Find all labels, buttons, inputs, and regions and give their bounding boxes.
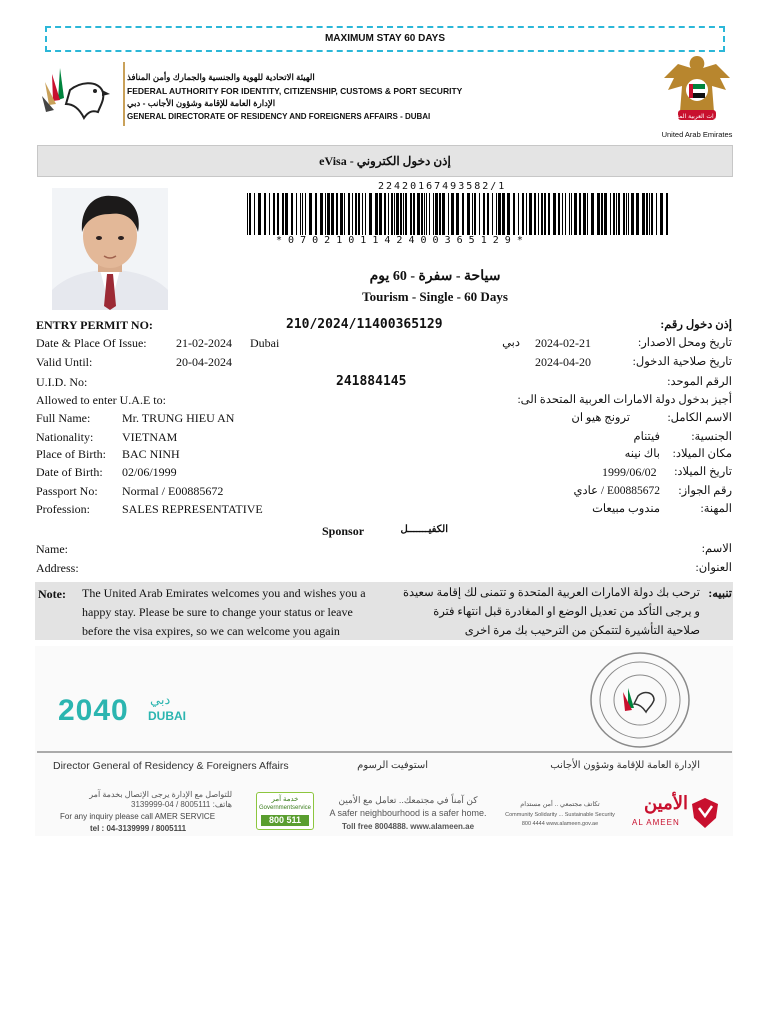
barcode-bar-18 (325, 193, 326, 235)
barcode-bar-42 (413, 193, 415, 235)
barcode-bar-22 (340, 193, 343, 235)
barcode-bar-48 (433, 193, 434, 235)
barcode-bar-86 (587, 193, 588, 235)
barcode-bar-100 (642, 193, 645, 235)
barcode-bar-85 (583, 193, 586, 235)
barcode-top-number: 22420167493582/1 (378, 181, 507, 192)
nationality-label: Nationality: (36, 430, 94, 444)
issue-place-ar: دبي (502, 337, 520, 349)
barcode-bar-52 (448, 193, 449, 235)
authority-name-en: FEDERAL AUTHORITY FOR IDENTITY, CITIZENSHIP, CUSTOMS & PORT SECURITY (127, 86, 463, 96)
barcode-bar-20 (331, 193, 334, 235)
alameen-logo-ar: الأمين (643, 793, 688, 813)
alameen-slogan-ar: كن آمناً في مجتمعك.. تعامل مع الأمين (338, 795, 478, 805)
barcode-bar-17 (320, 193, 323, 235)
passport-label: Passport No: (36, 484, 98, 498)
amer-contact-ar-1: للتواصل مع الإدارة يرجى الإتصال بخدمة آمر (89, 790, 232, 799)
barcode-bar-34 (388, 193, 389, 235)
footer-divider (37, 751, 732, 753)
barcode-bar-99 (636, 193, 639, 235)
issue-date-ar: 2024-02-21 (535, 336, 591, 350)
barcode-bar-29 (365, 193, 366, 235)
issue-label: Date & Place Of Issue: (36, 336, 147, 350)
alameen-small-ar: تكاتف مجتمعي .. أمن مستدام (520, 801, 600, 808)
barcode-bar-65 (502, 193, 505, 235)
barcode-bar-1 (249, 193, 251, 235)
barcode-bar-26 (355, 193, 357, 235)
barcode-bar-67 (513, 193, 515, 235)
full-name-label: Full Name: (36, 411, 91, 425)
place-of-birth-value-ar: باك نينه (624, 448, 660, 460)
alameen-small-number: 800 4444 www.alameen.gov.ae (521, 821, 599, 827)
barcode-bar-93 (616, 193, 617, 235)
barcode-bar-33 (384, 193, 386, 235)
barcode-bar-45 (424, 193, 425, 235)
alameen-slogan-en: A safer neighbourhood is a safer home. (329, 808, 487, 818)
date-of-birth-value-ar: 1999/06/02 (602, 465, 657, 479)
barcode-bar-94 (618, 193, 620, 235)
uid-label: U.I.D. No: (36, 375, 88, 389)
barcode-bar-6 (273, 193, 275, 235)
barcode-bar-78 (558, 193, 560, 235)
government-service-ar: خدمة آمر (271, 796, 299, 803)
barcode-bar-14 (305, 193, 306, 235)
falcon-logo-icon (40, 60, 120, 130)
nationality-value-ar: فيتنام (633, 431, 660, 443)
full-name-value: Mr. TRUNG HIEU AN (122, 411, 235, 425)
barcode-bar-9 (285, 193, 288, 235)
barcode-bar-71 (529, 193, 532, 235)
barcode-bar-12 (300, 193, 301, 235)
entry-permit-label-ar: إذن دخول رقم: (660, 319, 732, 331)
valid-until-label: Valid Until: (36, 355, 93, 369)
barcode-bar-10 (291, 193, 293, 235)
barcode-bar-76 (548, 193, 550, 235)
barcode-bar-38 (400, 193, 402, 235)
nationality-value: VIETNAM (122, 430, 178, 444)
barcode-bar-31 (375, 193, 378, 235)
barcode-bar-61 (487, 193, 489, 235)
place-of-birth-label-ar: مكان الميلاد: (672, 448, 732, 460)
note-text-ar: ترحب بك دولة الامارات العربية المتحدة و تتمنى لك إقامة سعيدة و يرجى التأكد من تعديل الوضع او المغادرة قبل انتهاء فترة صلاحية التأشيرة لتتمكن من الترحيب بك مرة اخرى (402, 587, 700, 637)
barcode-bar-98 (631, 193, 634, 235)
nationality-label-ar: الجنسية: (691, 431, 732, 443)
barcode-bar-103 (651, 193, 653, 235)
barcode-bar-83 (574, 193, 577, 235)
barcode-bar-101 (646, 193, 648, 235)
issue-place: Dubai (250, 336, 280, 350)
barcode-bar-82 (571, 193, 572, 235)
alameen-logo-en: AL AMEEN (632, 818, 680, 827)
barcode-bar-64 (498, 193, 501, 235)
barcode-bar-21 (336, 193, 338, 235)
barcode-bar-47 (429, 193, 430, 235)
barcode-bar-104 (656, 193, 657, 235)
uid-number: 241884145 (336, 374, 407, 389)
barcode-bar-84 (579, 193, 581, 235)
sponsor-address-label-ar: العنوان: (695, 562, 732, 574)
barcode-bar-57 (472, 193, 473, 235)
barcode-bar-95 (623, 193, 625, 235)
dubai-2040-word: DUBAI (148, 709, 186, 723)
barcode-bar-55 (462, 193, 464, 235)
issue-date: 21-02-2024 (176, 336, 232, 350)
barcode (247, 193, 672, 235)
barcode-bar-73 (538, 193, 539, 235)
barcode-bar-39 (403, 193, 404, 235)
barcode-bar-70 (526, 193, 527, 235)
barcode-bar-69 (522, 193, 524, 235)
barcode-bar-89 (601, 193, 603, 235)
fees-paid-ar: استوفيت الرسوم (357, 760, 428, 771)
full-name-value-ar: ترونج هيو ان (571, 412, 630, 424)
uae-emblem-icon (660, 52, 734, 128)
barcode-bar-54 (456, 193, 459, 235)
barcode-bar-19 (327, 193, 330, 235)
barcode-bar-35 (391, 193, 393, 235)
allowed-label: Allowed to enter U.A.E to: (36, 393, 166, 407)
note-label: Note: (38, 587, 66, 601)
barcode-bar-5 (269, 193, 270, 235)
barcode-bar-74 (541, 193, 543, 235)
barcode-bar-4 (264, 193, 266, 235)
barcode-bar-56 (467, 193, 470, 235)
barcode-bar-27 (358, 193, 360, 235)
barcode-bar-68 (518, 193, 519, 235)
barcode-bar-8 (282, 193, 284, 235)
barcode-bar-36 (394, 193, 395, 235)
barcode-bar-28 (362, 193, 363, 235)
barcode-bar-37 (396, 193, 399, 235)
barcode-bar-58 (474, 193, 476, 235)
passport-label-ar: رقم الجواز: (678, 485, 732, 497)
visa-type-ar: سياحة - سفرة - 60 يوم (369, 269, 501, 284)
dubai-2040-ar: دبي (150, 692, 171, 707)
alameen-shield-icon (690, 796, 720, 830)
sponsor-title-ar: الكفيـــــــل (400, 524, 448, 535)
barcode-bar-79 (562, 193, 563, 235)
barcode-bar-11 (296, 193, 297, 235)
place-of-birth-label: Place of Birth: (36, 447, 106, 461)
barcode-bar-24 (348, 193, 350, 235)
barcode-bar-49 (435, 193, 438, 235)
directorate-footer-ar: الإدارة العامة للإقامة وشؤون الأجانب (550, 760, 700, 771)
entry-permit-number: 210/2024/11400365129 (286, 317, 443, 332)
date-of-birth-value: 02/06/1999 (122, 465, 177, 479)
government-service-label: Governmentservice (258, 805, 312, 811)
barcode-bar-2 (254, 193, 255, 235)
evisa-title-bar: eVisa - إذن دخول الكتروني (37, 145, 733, 177)
barcode-bar-0 (247, 193, 248, 235)
place-of-birth-value: BAC NINH (122, 447, 180, 461)
barcode-bar-46 (426, 193, 427, 235)
barcode-bar-66 (507, 193, 510, 235)
uid-label-ar: الرقم الموحد: (667, 376, 732, 388)
date-of-birth-label: Date of Birth: (36, 465, 103, 479)
profession-value: SALES REPRESENTATIVE (122, 502, 263, 516)
alameen-small-en: Community Solidarity ... Sustainable Security (505, 812, 615, 818)
alameen-tollfree: Toll free 8004888. www.alameen.ae (341, 822, 475, 831)
valid-until-value-ar: 2024-04-20 (535, 355, 591, 369)
directorate-name-ar: الإدارة العامة للإقامة وشؤون الأجانب - دبي (127, 98, 276, 108)
authority-name-ar: الهيئة الاتحادية للهوية والجنسية والجمارك وأمن المنافذ (127, 72, 315, 82)
visa-type-en: Tourism - Single - 60 Days (362, 289, 508, 304)
barcode-bar-3 (258, 193, 261, 235)
government-service-number: 800 511 (261, 815, 309, 826)
date-of-birth-label-ar: تاريخ الميلاد: (674, 466, 732, 478)
barcode-bar-96 (626, 193, 627, 235)
barcode-bar-51 (442, 193, 445, 235)
barcode-bar-88 (597, 193, 600, 235)
sponsor-name-label-ar: الاسم: (701, 543, 732, 555)
barcode-bar-44 (421, 193, 423, 235)
dubai-2040-number: 2040 (58, 694, 129, 727)
barcode-bar-16 (315, 193, 317, 235)
directorate-name-en: GENERAL DIRECTORATE OF RESIDENCY AND FOREIGNERS AFFAIRS - DUBAI (127, 112, 431, 121)
amer-contact-en-2: tel : 04-3139999 / 8005111 (90, 824, 187, 833)
valid-until-value: 20-04-2024 (176, 355, 232, 369)
barcode-bar-87 (591, 193, 594, 235)
uae-emblem-text: الإمارات العربية المتحدة (667, 113, 727, 120)
barcode-bar-62 (492, 193, 493, 235)
barcode-bar-97 (628, 193, 629, 235)
government-service-logo (256, 792, 314, 830)
barcode-bar-23 (344, 193, 345, 235)
barcode-bar-92 (613, 193, 615, 235)
barcode-bar-72 (534, 193, 536, 235)
amer-contact-ar-2: هاتف: 8005111 / 04-3139999 (131, 800, 232, 809)
barcode-bar-63 (496, 193, 497, 235)
barcode-bar-13 (302, 193, 303, 235)
issue-label-ar: تاريخ ومحل الاصدار: (638, 337, 732, 349)
maximum-stay-banner: MAXIMUM STAY 60 DAYS (45, 26, 725, 52)
barcode-bar-50 (439, 193, 441, 235)
barcode-bar-81 (569, 193, 570, 235)
full-name-label-ar: الاسم الكامل: (667, 412, 732, 424)
amer-contact-en-1: For any inquiry please call AMER SERVICE (60, 812, 216, 821)
barcode-bar-90 (604, 193, 607, 235)
barcode-bar-40 (405, 193, 407, 235)
valid-until-label-ar: تاريخ صلاحية الدخول: (632, 356, 732, 368)
barcode-bar-25 (352, 193, 353, 235)
barcode-bar-53 (451, 193, 454, 235)
allowed-label-ar: أجيز بدخول دولة الامارات العربية المتحدة الى: (517, 394, 732, 406)
barcode-bar-7 (277, 193, 279, 235)
header-separator (123, 62, 125, 126)
director-general-text: Director General of Residency & Foreigners Affairs (53, 760, 289, 772)
barcode-bar-77 (553, 193, 556, 235)
entry-permit-label: ENTRY PERMIT NO: (36, 318, 153, 332)
note-label-ar: تنبيه: (708, 588, 732, 600)
passport-value-ar: E00885672 / عادي (573, 485, 660, 497)
barcode-bar-106 (666, 193, 668, 235)
official-seal-icon (588, 650, 692, 750)
profession-label: Profession: (36, 502, 90, 516)
barcode-bar-105 (660, 193, 663, 235)
barcode-bar-41 (410, 193, 412, 235)
barcode-bar-30 (369, 193, 372, 235)
uae-caption: United Arab Emirates (661, 130, 733, 139)
barcode-bar-75 (544, 193, 546, 235)
barcode-bar-102 (649, 193, 650, 235)
sponsor-title: Sponsor (322, 524, 365, 538)
barcode-bar-15 (309, 193, 312, 235)
note-text: The United Arab Emirates welcomes you and wishes you a happy stay. Please be sure to change your status or leave before the visa expires, so we can welcome you again (82, 586, 366, 638)
barcode-bar-60 (483, 193, 485, 235)
sponsor-name-label: Name: (36, 542, 68, 556)
barcode-bar-80 (565, 193, 566, 235)
profession-value-ar: مندوب مبيعات (592, 503, 660, 515)
passport-value: Normal / E00885672 (122, 484, 224, 498)
sponsor-address-label: Address: (36, 561, 79, 575)
applicant-photo (52, 188, 168, 310)
barcode-bar-59 (479, 193, 480, 235)
barcode-bar-91 (610, 193, 611, 235)
barcode-bottom-number: * 0 7 0 2 1 0 1 1 4 2 4 0 0 3 6 5 1 2 9 * (276, 235, 523, 246)
barcode-bar-43 (417, 193, 420, 235)
barcode-bar-32 (379, 193, 382, 235)
profession-label-ar: المهنة: (700, 503, 732, 515)
